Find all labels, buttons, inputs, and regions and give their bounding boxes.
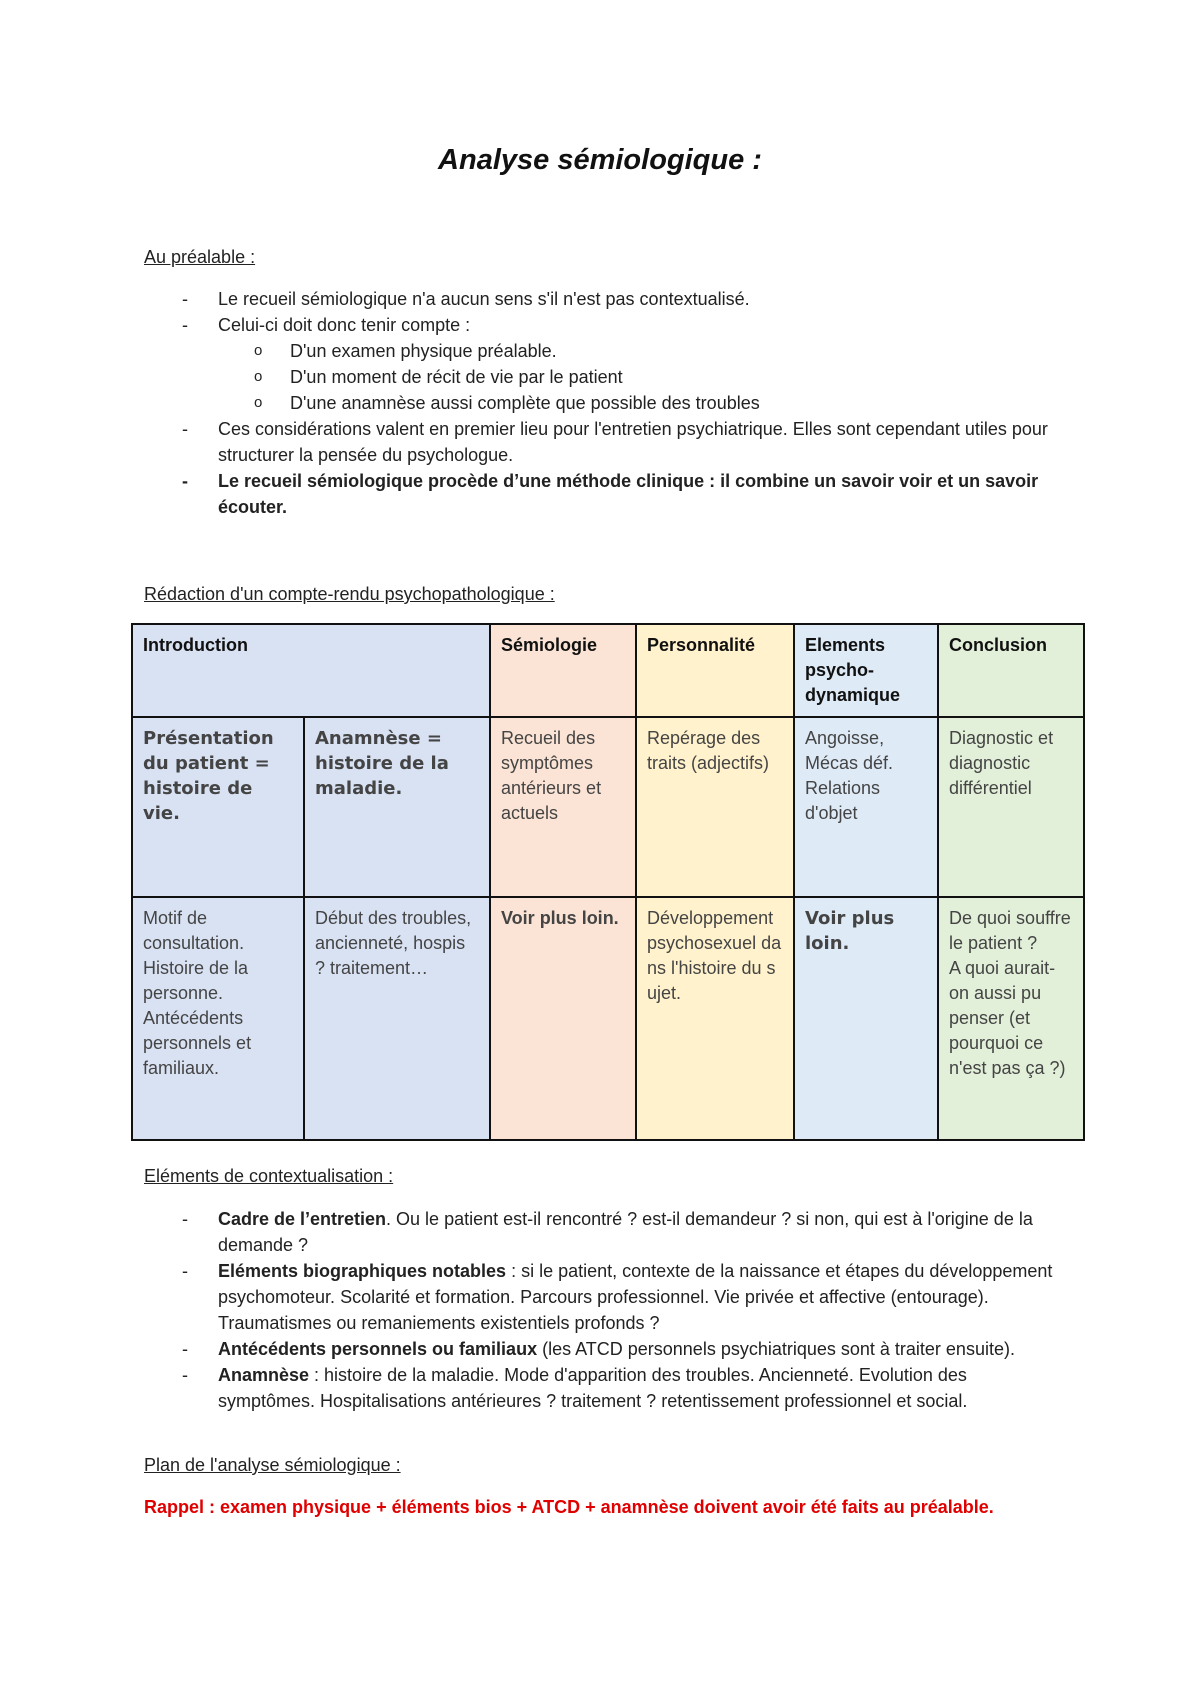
sub-list-item: o D'une anamnèse aussi complète que possible des troubles — [144, 390, 1064, 416]
cell-personnalite: Repérage des traits (adjectifs) — [636, 717, 794, 897]
sub-list-item: o D'un examen physique préalable. — [144, 338, 1064, 364]
list-item: - Le recueil sémiologique n'a aucun sens s'il n'est pas contextualisé. — [144, 286, 1064, 312]
cell-elements-detail: Voir plus loin. — [794, 897, 938, 1140]
item-text: : si le patient, contexte de la naissance et étapes du développement psychomoteur. Scolarité et formation. Parcours professionnel. Vie privée et affective (entourage). Traumatismes ou remaniements existentiels profonds ? — [218, 1261, 1053, 1333]
header-introduction: Introduction — [132, 624, 490, 717]
page-title: Analyse sémiologique : — [438, 144, 762, 176]
list-item — [144, 1336, 1064, 1362]
cell-elements: Angoisse, Mécas déf. Relations d'objet — [794, 717, 938, 897]
item-text: . Ou le patient est-il rencontré ? est-il demandeur ? si non, qui est à l'origine de la demande ? — [218, 1209, 1033, 1255]
item-bold-label: Antécédents personnels ou familiaux — [218, 1339, 538, 1359]
cell-personnalite-detail: Développement psychosexuel dans l'histoire du sujet. — [636, 897, 794, 1140]
list-item: - Ces considérations valent en premier lieu pour l'entretien psychiatrique. Elles sont cependant utiles pour structurer la pensée du psychologue. — [144, 416, 1064, 468]
cell-anamnese-detail: Début des troubles, ancienneté, hospis ? traitement… — [304, 897, 490, 1140]
table-header-row — [132, 624, 1084, 717]
list-item — [144, 1362, 1064, 1414]
cell-anamnese: Anamnèse = histoire de la maladie. — [304, 717, 490, 897]
list-item-bold: - Le recueil sémiologique procède d’une méthode clinique : il combine un savoir voir et un savoir écouter. — [144, 468, 1064, 520]
cell-semiologie-detail: Voir plus loin. — [490, 897, 636, 1140]
contextualisation-list — [144, 1206, 1064, 1414]
cell-semiologie: Recueil des symptômes antérieurs et actuels — [490, 717, 636, 897]
list-item — [144, 1258, 1064, 1336]
header-conclusion: Conclusion — [938, 624, 1084, 717]
prealable-list — [144, 286, 1064, 520]
item-text: : histoire de la maladie. Mode d'apparition des troubles. Ancienneté. Evolution des symptômes. Hospitalisations antérieures ? traitement ? retentissement professionnel et social. — [218, 1365, 968, 1411]
item-bold-label: Anamnèse — [218, 1365, 310, 1385]
sub-list-item: o D'un moment de récit de vie par le patient — [144, 364, 1064, 390]
rappel-note: Rappel : examen physique + éléments bios + ATCD + anamnèse doivent avoir été faits au préalable. — [144, 1497, 994, 1517]
cell-conclusion-detail — [938, 897, 1084, 1140]
compte-rendu-table — [131, 623, 1085, 1141]
list-item: - Celui-ci doit donc tenir compte : — [144, 312, 1064, 338]
section-heading-plan: Plan de l'analyse sémiologique : — [144, 1455, 401, 1475]
table-row — [132, 717, 1084, 897]
cell-presentation-detail: Motif de consultation. Histoire de la personne. Antécédents personnels et familiaux. — [132, 897, 304, 1140]
section-heading-contextualisation: Eléments de contextualisation : — [144, 1166, 394, 1186]
item-text: (les ATCD personnels psychiatriques sont à traiter ensuite). — [537, 1339, 1015, 1359]
item-bold-label: Cadre de l’entretien — [218, 1209, 387, 1229]
section-heading-compte-rendu: Rédaction d'un compte-rendu psychopathologique : — [144, 584, 555, 604]
cell-conclusion: Diagnostic et diagnostic différentiel — [938, 717, 1084, 897]
cell-presentation: Présentation du patient = histoire de vie. — [132, 717, 304, 897]
conclusion-line-2: A quoi aurait-on aussi pu penser (et pourquoi ce n'est pas ça ?) — [949, 958, 1066, 1078]
table-row — [132, 897, 1084, 1140]
header-elements: Elements psycho-dynamique — [794, 624, 938, 717]
section-heading-prealable: Au préalable : — [144, 247, 256, 267]
list-item — [144, 1206, 1064, 1258]
header-personnalite: Personnalité — [636, 624, 794, 717]
conclusion-line-1: De quoi souffre le patient ? — [949, 908, 1071, 953]
header-semiologie: Sémiologie — [490, 624, 636, 717]
item-bold-label: Eléments biographiques notables — [218, 1261, 507, 1281]
